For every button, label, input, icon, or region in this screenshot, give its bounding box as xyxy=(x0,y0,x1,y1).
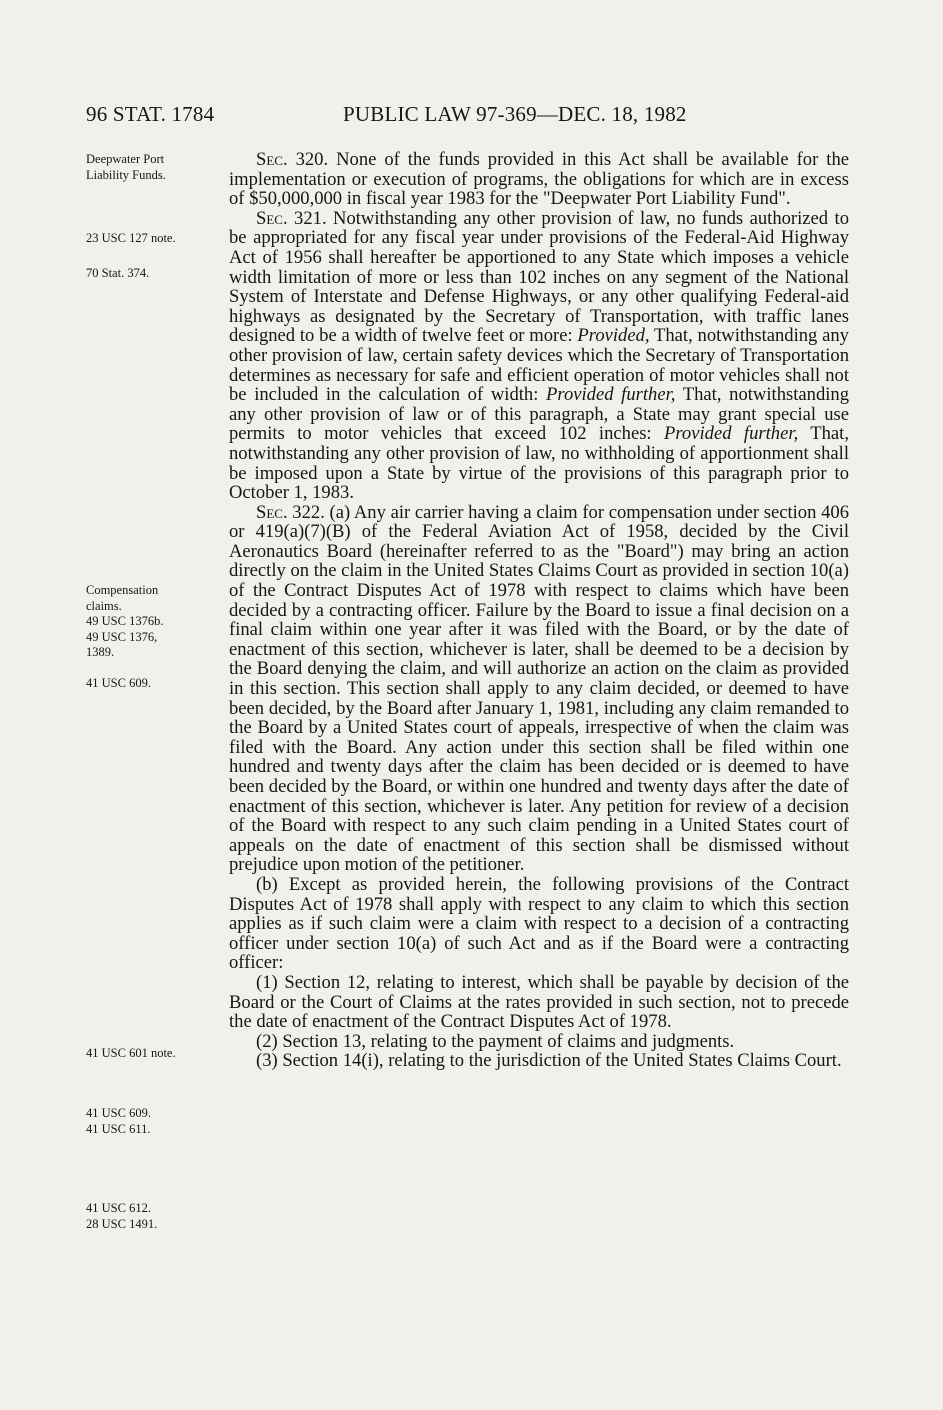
section-321-text-c: That, notwithstanding any other provision of law or of this paragraph, a State may grant special use permits to motor vehicles that exceed 102 inches: xyxy=(229,384,849,445)
list-item-2: (2) Section 13, relating to the payment of claims and judgments. xyxy=(256,1030,735,1052)
section-320 xyxy=(229,150,849,209)
margin-note-23-usc-127: 23 USC 127 note. xyxy=(86,231,176,245)
margin-note-41-usc-609: 41 USC 609. xyxy=(86,676,151,690)
sec-label: Sec xyxy=(256,501,283,523)
section-321-text-d: That, notwithstanding any other provision of law, no withholding of apportionment shall be imposed upon a State by virtue of the provisions of this paragraph prior to October 1, 1983. xyxy=(229,423,849,504)
section-322-a xyxy=(229,503,849,875)
sec-label: Sec xyxy=(256,149,283,170)
margin-note-41-usc-612: 41 USC 612. 28 USC 1491. xyxy=(86,1201,158,1231)
sec-label: Sec xyxy=(256,207,283,229)
section-322-b: (b) Except as provided herein, the following provisions of the Contract Disputes Act of 1978 shall apply with respect to any claim to which this section applies as if such claim were a claim with respect to a decision of a contracting officer under section 10(a) of such Act and as if the Board were a contracting officer: xyxy=(229,873,849,974)
page-number: 96 STAT. 1784 xyxy=(86,102,215,126)
margin-note-41-usc-609-611: 41 USC 609. 41 USC 611. xyxy=(86,1106,151,1136)
list-item-3: (3) Section 14(i), relating to the jurisdiction of the United States Claims Court. xyxy=(256,1050,842,1072)
proviso-2: Provided further, xyxy=(546,384,676,406)
section-320-text: . 320. None of the funds provided in this Act shall be available for the implementation or execution of programs, the obligations for which are in excess of $50,000,000 in fiscal year 1983 for the "Deepwater Port Liability Fund". xyxy=(229,149,849,210)
list-item-1: (1) Section 12, relating to interest, which shall be payable by decision of the Board or the Court of Claims at the rates provided in such section, not to precede the date of enactment of the Contract Disputes Act of 1978. xyxy=(229,971,849,1033)
margin-note-70-stat-374: 70 Stat. 374. xyxy=(86,266,150,280)
section-321-text-a: . 321. Notwithstanding any other provision of law, no funds authorized to be appropriated for any fiscal year under provisions of the Federal-Aid Highway Act of 1956 shall hereafter be apportioned to any State which imposes a vehicle width limitation of more or less than 102 inches on any segment of the National System of Interstate and Defense Highways, or any other qualifying Federal-aid highways as designated by the Secretary of Transportation, with traffic lanes designed to be a width of twelve feet or more: xyxy=(229,207,849,347)
proviso-3: Provided further, xyxy=(664,423,799,445)
margin-note-41-usc-601: 41 USC 601 note. xyxy=(86,1046,176,1060)
section-321 xyxy=(229,209,849,503)
proviso-1: Provided, xyxy=(577,325,650,347)
margin-note-compensation: Compensation claims. 49 USC 1376b. 49 USC 1376, 1389. xyxy=(86,583,164,659)
section-322-a-text: . 322. (a) Any air carrier having a claim for compensation under section 406 or 419(a)(7)(B) of the Federal Aviation Act of 1958, decided by the Civil Aeronautics Board (hereinafter referred to as the "Board") may bring an action directly on the claim in the United States Claims Court as provided in section 10(a) of the Contract Disputes Act of 1978 with respect to claims which have been decided by a contracting officer. Failure by the Board to issue a final decision on a final claim within one year after it was filed with the Board, or by the date of enactment of this section, whichever is later, shall be deemed to be a decision by the Board denying the claim, and will authorize an action on the claim as provided in this section. This section shall apply to any claim decided, or deemed to have been decided, by the Board after January 1, 1981, including any claim remanded to the Board by a United States court of appeals, irrespective of when the claim was filed with the Board. Any action under this section shall be filed within one hundred and twenty days after the claim has been decided or is deemed to have been decided by the Board, or within one hundred and twenty days after the date of enactment of this section, whichever is later. Any petition for review of a decision of the Board with respect to any such claim pending in a United States court of appeals on the date of enactment of this section shall be dismissed without prejudice upon motion of the petitioner. xyxy=(229,501,849,876)
section-321-text-b: That, notwithstanding any other provision of law, certain safety devices which the Secretary of Transportation determines as necessary for safe and efficient operation of motor vehicles shall not be included in the calculation of width: xyxy=(229,325,849,406)
body-text xyxy=(229,150,849,1071)
running-head: PUBLIC LAW 97-369—DEC. 18, 1982 xyxy=(343,102,687,126)
margin-note-deepwater: Deepwater Port Liability Funds. xyxy=(86,152,166,182)
